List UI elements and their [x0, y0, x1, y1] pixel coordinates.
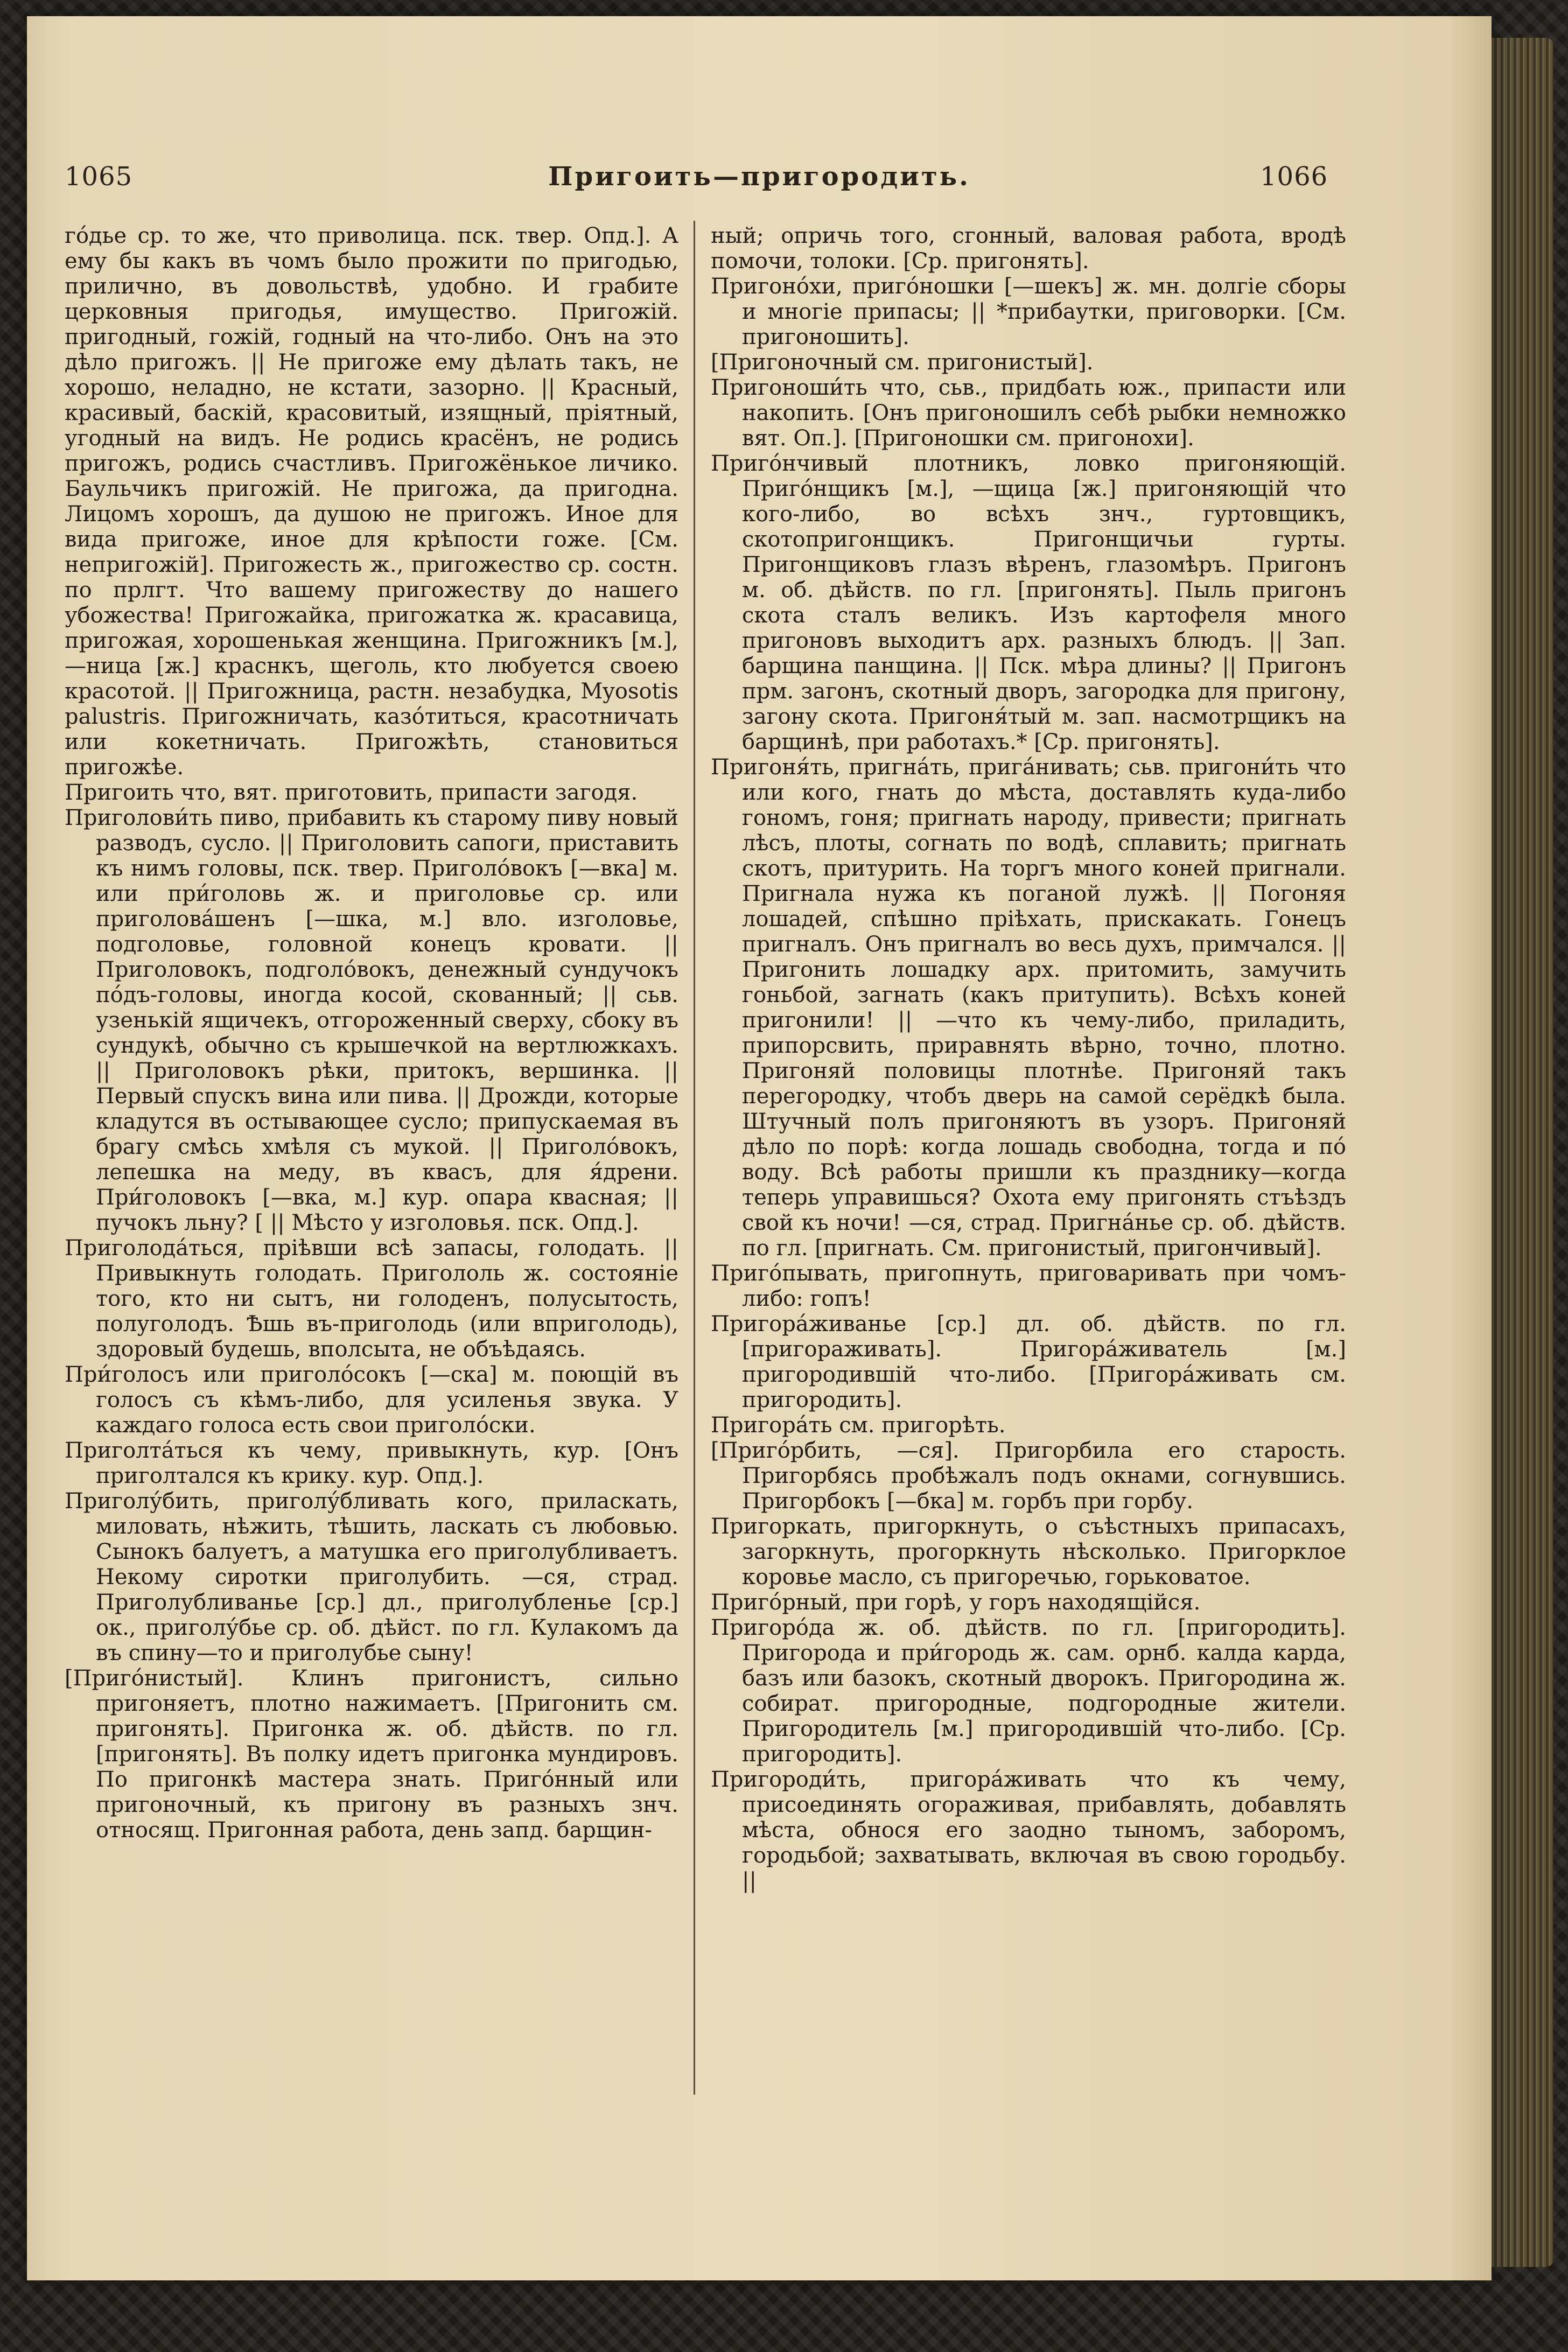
dictionary-entry: [Пригоночный см. пригонистый]. [711, 350, 1094, 375]
dictionary-entry: ный; опричь того, сгонный, валовая работа, вродѣ помочи, толоки. [Ср. пригонять]. [711, 223, 1346, 274]
dictionary-entry: [Приго́рбить, —ся]. Пригорбила его старость. Пригорбясь пробѣжалъ подъ окнами, согнувшись. Пригорбокъ [—бка] м. горбъ при горбу. [711, 1438, 1346, 1514]
dictionary-entry: Приго́пывать, пригопнуть, приговаривать при чомъ-либо: гопъ! [711, 1261, 1346, 1311]
page-header [27, 162, 1492, 210]
dictionary-entry: Приго́нчивый плотникъ, ловко пригоняющій. Приго́нщикъ [м.], —щица [ж.] пригоняющій что кого-либо, во всѣхъ знч., гуртовщикъ, скотопригонщикъ. Пригонщичьи гурты. Пригонщиковъ глазъ вѣренъ, глазомѣръ. Пригонъ м. об. дѣйств. по гл. [пригонять]. Пыль пригонъ скота сталъ великъ. Изъ картофеля много пригоновъ выходитъ арх. разныхъ блюдъ. || Зап. барщина панщина. || Пск. мѣра длины? || Пригонъ прм. загонъ, скотный дворъ, загородка для пригону, загону скота. Пригоня́тый м. зап. насмотрщикъ на барщинѣ, при работахъ.* [Ср. пригонять]. [711, 451, 1346, 754]
dictionary-page [27, 16, 1492, 2280]
dictionary-entry: При́голосъ или приголо́сокъ [—ска] м. поющій въ голосъ съ кѣмъ-либо, для усиленья звука. У каждаго голоса есть свои приголо́ски. [65, 1362, 678, 1438]
dictionary-entry: Пригоноши́ть что, сьв., придбать юж., припасти или накопить. [Онъ пригоношилъ себѣ рыбки немножко вят. Оп.]. [Пригоношки см. пригонохи]. [711, 375, 1346, 451]
dictionary-entry: Пригоить что, вят. приготовить, припасти загодя. [65, 780, 638, 805]
dictionary-entry: Приголови́ть пиво, прибавить къ старому пиву новый разводъ, сусло. || Приголовить сапоги, приставить къ нимъ головы, пск. твер. Приголо́вокъ [—вка] м. или при́головь ж. и приголовье ср. или приголова́шенъ [—шка, м.] вло. изголовье, подголовье, головной конецъ кровати. || Приголовокъ, подголо́вокъ, денежный сундучокъ по́дъ-головы, иногда косой, скованный; || сьв. узенькій ящичекъ, отгороженный сверху, сбоку въ сундукѣ, обычно съ крышечкой на вертлюжкахъ. || Приголовокъ рѣки, притокъ, вершинка. || Первый спускъ вина или пива. || Дрожди, которые кладутся въ остывающее сусло; припускаемая въ брагу смѣсь хмѣля съ мукой. || Приголо́вокъ, лепешка на меду, въ квасъ, для я́дрени. При́головокъ [—вка, м.] кур. опара квасная; || пучокъ льну? [ || Мѣсто у изголовья. пск. Опд.]. [65, 806, 678, 1235]
column-divider [694, 221, 695, 2095]
left-column [65, 223, 678, 1843]
dictionary-entry: Приголу́бить, приголу́бливать кого, приласкать, миловать, нѣжить, тѣшить, ласкать съ любовью. Сынокъ балуетъ, а матушка его приголубливаетъ. Некому сиротки приголубить. —ся, страд. Приголубливанье [ср.] дл., приголубленье [ср.] ок., приголу́бье ср. об. дѣйст. по гл. Кулакомъ да въ спину—то и приголубье сыну! [65, 1489, 678, 1665]
page-number-right: 1066 [1260, 162, 1328, 192]
dictionary-entry: Пригора́живанье [ср.] дл. об. дѣйств. по гл. [пригораживать]. Пригора́живатель [м.] пригородившій что-либо. [Пригора́живать см. пригородить]. [711, 1312, 1346, 1412]
dictionary-entry: Приголта́ться къ чему, привыкнуть, кур. [Онъ приголтался къ крику. кур. Опд.]. [65, 1438, 678, 1488]
dictionary-entry: [Приго́нистый]. Клинъ пригонистъ, сильно пригоняетъ, плотно нажимаетъ. [Пригонить см. пригонять]. Пригонка ж. об. дѣйств. по гл. [пригонять]. Въ полку идетъ пригонка мундировъ. По пригонкѣ мастера знать. Приго́нный или пригоночный, къ пригону въ разныхъ знч. относящ. Пригонная работа, день запд. барщин- [65, 1666, 678, 1843]
dictionary-entry: Пригора́ть см. пригорѣть. [711, 1413, 1006, 1438]
dictionary-entry: Пригоня́ть, пригна́ть, прига́нивать; сьв. пригони́ть что или кого, гнать до мѣста, доставлять куда-либо гономъ, гоня; пригнать народу, привести; пригнать лѣсъ, плоты, согнать по водѣ, сплавить; пригнать скотъ, притурить. На торгъ много коней пригнали. Пригнала нужа къ поганой лужѣ. || Погоняя лошадей, спѣшно пріѣхать, прискакать. Гонецъ пригналъ. Онъ пригналъ во весь духъ, примчался. || Пригонить лошадку арх. притомить, замучить гоньбой, загнать (какъ притупить). Всѣхъ коней пригонили! || —что къ чему-либо, приладить, припорсвить, приравнять вѣрно, точно, плотно. Пригоняй половицы плотнѣе. Пригоняй такъ перегородку, чтобъ дверь на самой серёдкѣ была. Штучный полъ пригоняютъ въ узоръ. Пригоняй дѣло по порѣ: когда лошадь свободна, тогда и по́ воду. Всѣ работы пришли къ празднику—когда теперь управишься? Охота ему пригонять стъѣздъ свой къ ночи! —ся, страд. Пригна́нье ср. об. дѣйств. по гл. [пригнать. См. пригонистый, пригончивый]. [711, 755, 1346, 1261]
dictionary-entry: Приголода́ться, пріѣвши всѣ запасы, голодать. || Привыкнуть голодать. Пригололь ж. состояніе того, кто ни сытъ, ни голоденъ, полусытость, полуголодъ. Ѣшь въ-приголодь (или вприголодь), здоровый будешь, вполсыта, не объѣдаясь. [65, 1236, 678, 1362]
dictionary-entry: Пригоро́да ж. об. дѣйств. по гл. [пригородить]. Пригорода и при́городь ж. сам. орнб. калда карда, базъ или базокъ, скотный дворокъ. Пригородина ж. собират. пригородные, подгородные жители. Пригородитель [м.] пригородившій что-либо. [Ср. пригородить]. [711, 1615, 1346, 1767]
right-column [711, 223, 1346, 1894]
page-number-left: 1065 [65, 162, 133, 192]
running-title: Пригоить—пригородить. [548, 162, 970, 192]
dictionary-entry: Пригоркать, пригоркнуть, о съѣстныхъ припасахъ, загоркнуть, прогоркнуть нѣсколько. Пригорклое коровье масло, съ пригоречью, горьковатое. [711, 1514, 1346, 1590]
dictionary-entry: Пригороди́ть, пригора́живать что къ чему, присоединять огораживая, прибавлять, добавлять мѣста, обнося его заодно тыномъ, заборомъ, городьбой; захватывать, включая въ свою городьбу. || [711, 1767, 1346, 1893]
dictionary-entry: Пригоно́хи, приго́ношки [—шекъ] ж. мн. долгіе сборы и многіе припасы; || *прибаутки, приговорки. [См. пригоношить]. [711, 274, 1346, 349]
dictionary-entry: Приго́рный, при горѣ, у горъ находящійся. [711, 1590, 1201, 1615]
dictionary-entry: го́дье ср. то же, что приволица. пск. твер. Опд.]. А ему бы какъ въ чомъ было прожити по пригодью, прилично, въ довольствѣ, удобно. И грабите церковныя пригодья, имущество. Пригожій. пригодный, гожій, годный на что-либо. Онъ на это дѣло пригожъ. || Не пригоже ему дѣлать такъ, не хорошо, неладно, не кстати, зазорно. || Красный, красивый, баскій, красовитый, изящный, пріятный, угодный на видъ. Не родись красёнъ, не родись пригожъ, родись счастливъ. Пригожёнькое личико. Баульчикъ пригожій. Не пригожа, да пригодна. Лицомъ хорошъ, да душою не пригожъ. Иное для вида пригоже, иное для крѣпости гоже. [См. непригожій]. Пригожесть ж., пригожество ср. состн. по прлгт. Что вашему пригожеству до нашего убожества! Пригожайка, пригожатка ж. красавица, пригожая, хорошенькая женщина. Пригожникъ [м.], —ница [ж.] краснкъ, щеголь, кто любуется своею красотой. || Пригожница, растн. незабудка, Myosotis palustris. Пригожничать, казо́титься, красотничать или кокетничать. Пригожѣть, становиться пригожѣе. [65, 223, 678, 780]
